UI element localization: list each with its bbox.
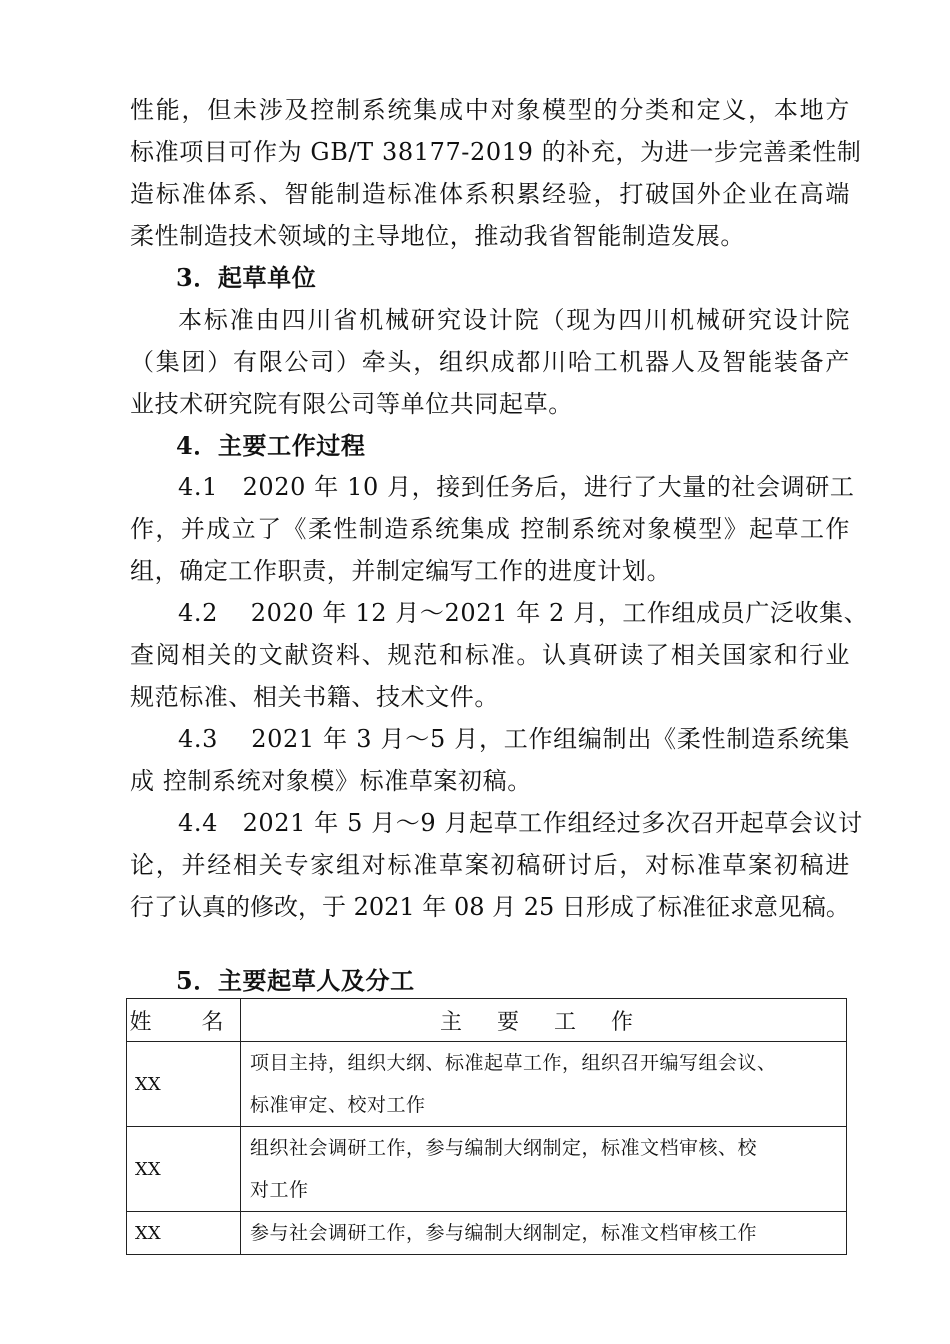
paragraph-line: 造标准体系、智能制造标准体系积累经验，打破国外企业在高端: [130, 180, 850, 208]
drafter-work: [241, 1127, 847, 1212]
paragraph-line: 性能，但未涉及控制系统集成中对象模型的分类和定义，本地方: [130, 96, 850, 124]
paragraph-line: 4.2 2020 年 12 月～2021 年 2 月，工作组成员广泛收集、: [178, 599, 869, 627]
work-line: 组织社会调研工作，参与编制大纲制定，标准文档审核、校: [250, 1137, 758, 1159]
section-heading-5: 5．主要起草人及分工: [176, 966, 415, 995]
paragraph-line: 标准项目可作为 GB/T 38177-2019 的补充，为进一步完善柔性制: [130, 138, 862, 166]
drafter-name: XX: [127, 1127, 241, 1212]
table-row: [127, 1212, 847, 1255]
table-row: [127, 1127, 847, 1212]
drafter-name: XX: [127, 1042, 241, 1127]
paragraph-line: 规范标准、相关书籍、技术文件。: [130, 683, 499, 711]
paragraph-line: 业技术研究院有限公司等单位共同起草。: [130, 390, 573, 418]
paragraph-line: 4.1 2020 年 10 月，接到任务后，进行了大量的社会调研工: [178, 473, 855, 501]
work-line: 参与社会调研工作，参与编制大纲制定，标准文档审核工作: [250, 1222, 758, 1244]
table-row: [127, 1042, 847, 1127]
paragraph-line: 论，并经相关专家组对标准草案初稿研讨后，对标准草案初稿进: [130, 851, 850, 879]
paragraph-line: 查阅相关的文献资料、规范和标准。认真研读了相关国家和行业: [130, 641, 850, 669]
table-header-row: [127, 999, 847, 1042]
paragraph-line: 作，并成立了《柔性制造系统集成 控制系统对象模型》起草工作: [130, 515, 850, 543]
paragraph-line: 本标准由四川省机械研究设计院（现为四川机械研究设计院: [178, 306, 850, 334]
paragraph-line: 4.4 2021 年 5 月～9 月起草工作组经过多次召开起草会议讨: [178, 809, 863, 837]
work-line: 标准审定、校对工作: [250, 1094, 426, 1116]
paragraph-line: （集团）有限公司）牵头，组织成都川哈工机器人及智能装备产: [130, 348, 850, 376]
header-name: 姓 名: [127, 999, 241, 1042]
paragraph-line: 成 控制系统对象模》标准草案初稿。: [130, 767, 532, 795]
paragraph-line: 行了认真的修改，于 2021 年 08 月 25 日形成了标准征求意见稿。: [130, 893, 850, 921]
section-heading-3: 3．起草单位: [176, 263, 317, 292]
paragraph-line: 组，确定工作职责，并制定编写工作的进度计划。: [130, 557, 672, 585]
drafters-table: [126, 998, 847, 1255]
header-work: 主 要 工 作: [241, 999, 847, 1042]
paragraph-line: 4.3 2021 年 3 月～5 月，工作组编制出《柔性制造系统集: [178, 725, 850, 753]
drafter-work: [241, 1042, 847, 1127]
work-line: 项目主持，组织大纲、标准起草工作，组织召开编写组会议、: [250, 1052, 777, 1074]
drafter-work: [241, 1212, 847, 1255]
drafter-name: XX: [127, 1212, 241, 1255]
work-line: 对工作: [250, 1179, 309, 1201]
section-heading-4: 4．主要工作过程: [176, 431, 366, 460]
paragraph-line: 柔性制造技术领域的主导地位，推动我省智能制造发展。: [130, 222, 745, 250]
